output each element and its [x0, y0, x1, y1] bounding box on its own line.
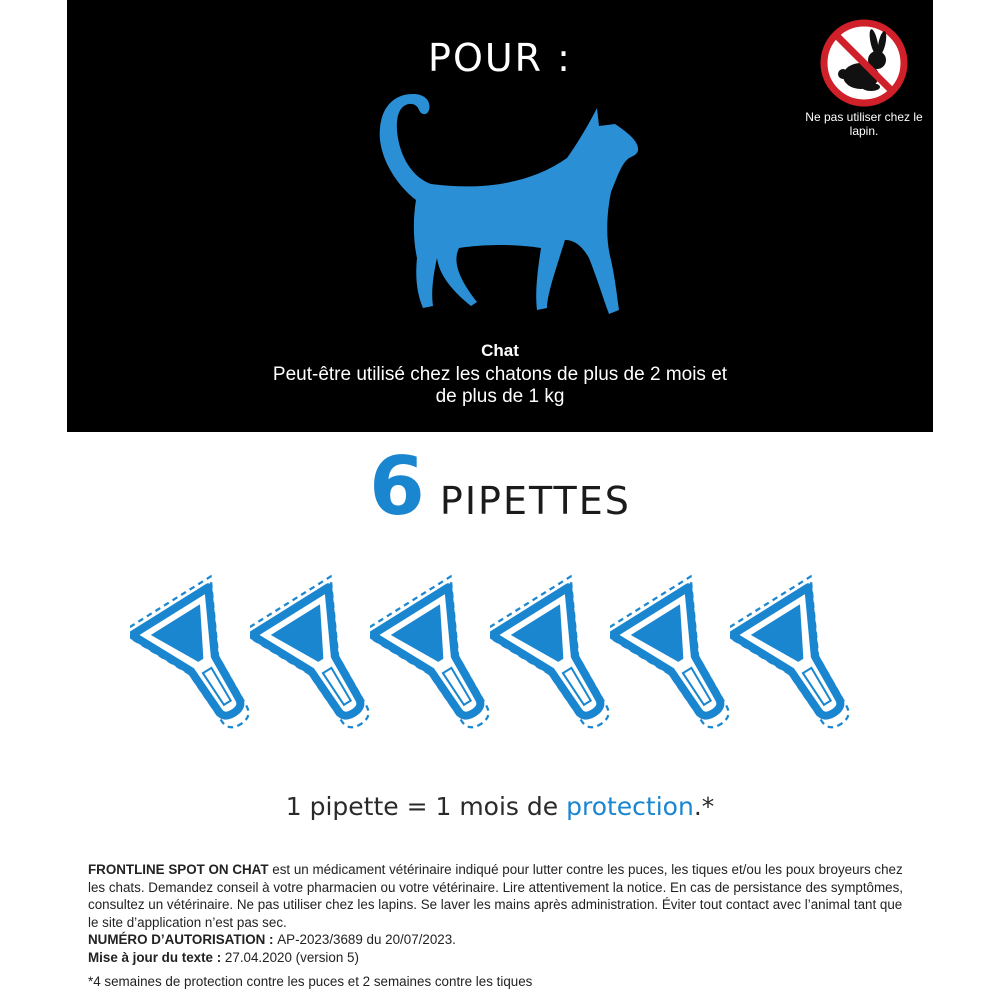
pipette-row: [130, 566, 870, 736]
hero-title: POUR :: [428, 36, 572, 80]
pipette-icon: [610, 566, 740, 736]
pipette-icon: [730, 566, 860, 736]
protection-highlight: protection: [566, 792, 694, 821]
pipette-count-number: 6: [369, 440, 425, 533]
update-value: 27.04.2020 (version 5): [224, 949, 359, 965]
legal-text: est un médicament vétérinaire indiqué pour lutter contre les puces, les tiques et/ou les poux broyeurs chez les chats. Demandez conseil à votre pharmacien ou votre vétérinaire. Lire attentivement la notice. En cas de persistance des symptômes, consultez un vétérinaire. Ne pas utiliser chez les lapins. Se laver les mains après administration. Éviter tout contact avec l’animal tant que le site d’application n’est pas sec.: [88, 862, 904, 930]
cat-silhouette-icon: [367, 88, 647, 320]
pipette-icon: [130, 566, 260, 736]
legal-product-name: FRONTLINE SPOT ON CHAT: [88, 862, 269, 877]
rabbit-warning-text: Ne pas utiliser chez le lapin.: [805, 110, 923, 138]
animal-label: Chat: [481, 341, 519, 360]
pipette-icon: [490, 566, 620, 736]
animal-description: Peut-être utilisé chez les chatons de plus de 2 mois et de plus de 1 kg: [272, 364, 728, 407]
protection-statement: [0, 792, 1000, 821]
pipette-icon: [250, 566, 380, 736]
authorization-value: AP-2023/3689 du 20/07/2023.: [277, 932, 456, 947]
protection-suffix: .*: [693, 792, 715, 821]
pipette-count-unit: PIPETTES: [439, 479, 631, 523]
authorization-label: NUMÉRO D’AUTORISATION :: [88, 932, 278, 947]
update-label: Mise à jour du texte :: [88, 949, 225, 965]
hero-panel: [67, 0, 933, 432]
protection-prefix: 1 pipette = 1 mois de: [285, 792, 567, 821]
legal-notice: [88, 861, 908, 966]
no-rabbit-icon: [819, 18, 909, 108]
footnote: *4 semaines de protection contre les puces et 2 semaines contre les tiques: [88, 974, 533, 989]
pipette-icon: [370, 566, 500, 736]
pipette-count-heading: [0, 440, 1000, 533]
